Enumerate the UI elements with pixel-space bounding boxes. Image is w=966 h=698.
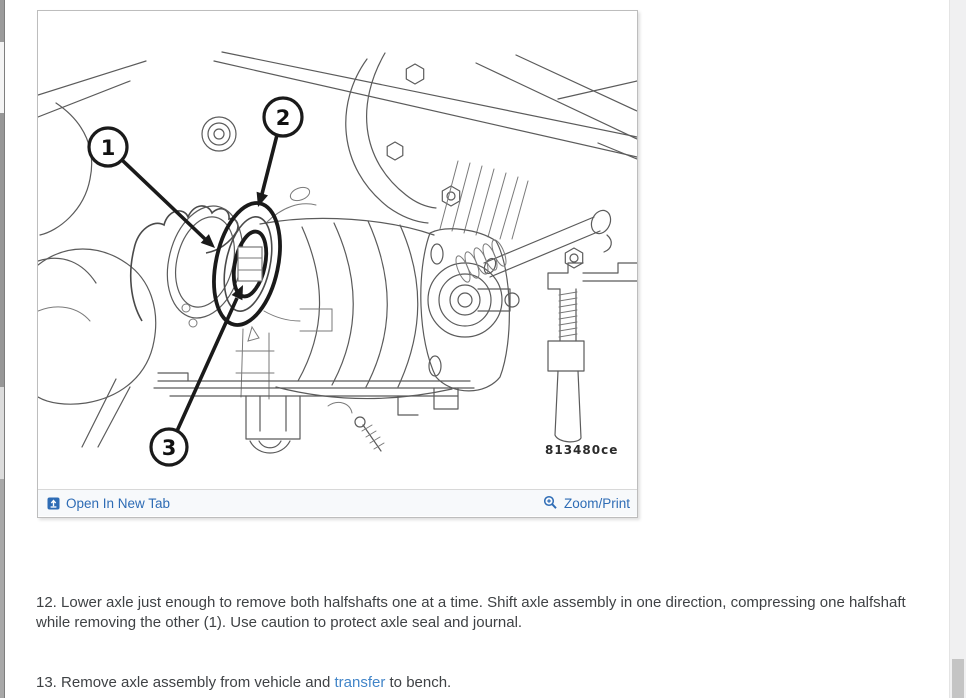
callout-2-number: 2 xyxy=(275,106,291,130)
open-in-new-tab-link[interactable] xyxy=(47,496,170,511)
callout-2 xyxy=(257,98,302,207)
zoom-print-label: Zoom/Print xyxy=(563,495,630,511)
vertical-scrollbar[interactable] xyxy=(949,0,966,698)
left-scrollbar-segment xyxy=(0,42,4,113)
step-13-post: to bench. xyxy=(385,674,452,691)
callout-3-number: 3 xyxy=(161,436,177,460)
left-scrollbar-segment xyxy=(0,113,4,387)
callout-1 xyxy=(89,128,215,248)
step-13-text xyxy=(36,673,916,693)
axle-assembly-illustration xyxy=(38,11,637,489)
left-scrollbar-segment xyxy=(0,479,4,698)
figure-toolbar xyxy=(38,489,637,516)
step-13-pre: 13. Remove axle assembly from vehicle and xyxy=(36,674,335,691)
left-edge-scrollbar xyxy=(0,0,5,698)
step-12-text: 12. Lower axle just enough to remove both halfshafts one at a time. Shift axle assembly in one direction, compressing one halfshaft while removing the other (1). Use caution to protect axle seal and journal. xyxy=(36,594,906,631)
callout-1-number: 1 xyxy=(100,136,116,160)
open-in-new-tab-icon[interactable] xyxy=(47,497,60,510)
transfer-link[interactable]: transfer xyxy=(334,674,386,691)
figure-panel xyxy=(37,10,638,518)
figure-code: 813480ce xyxy=(545,443,619,457)
left-scrollbar-segment xyxy=(0,387,4,479)
magnifier-zoom-in-icon[interactable] xyxy=(543,495,558,511)
scrollbar-thumb[interactable] xyxy=(952,659,964,698)
callout-3 xyxy=(151,285,243,465)
zoom-print-link[interactable] xyxy=(543,495,630,511)
left-scrollbar-segment xyxy=(0,0,4,42)
open-in-new-tab-label: Open In New Tab xyxy=(66,495,171,511)
figure-image xyxy=(38,11,637,489)
